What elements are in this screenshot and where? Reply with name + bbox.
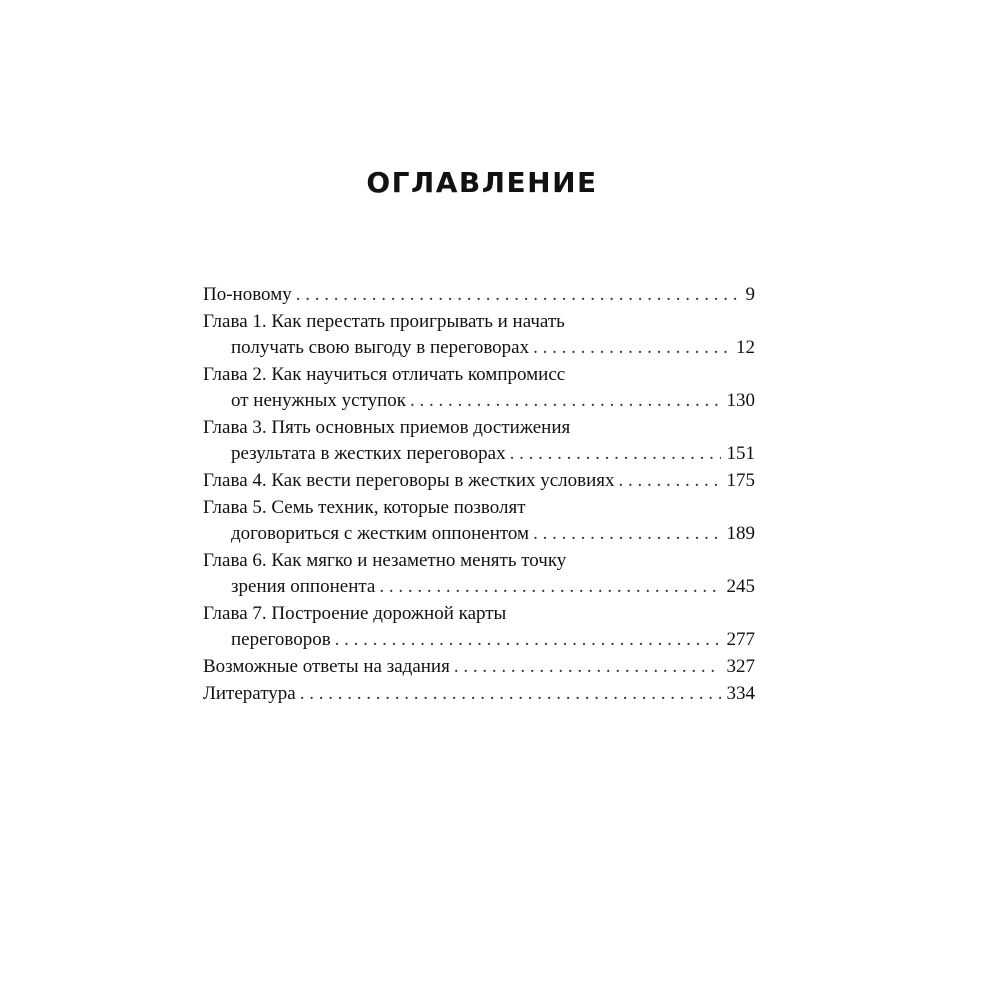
toc-page-number: 9: [745, 284, 755, 305]
toc-entry-chapter-1[interactable]: [203, 309, 755, 361]
dot-leader: [410, 388, 720, 414]
toc-entry-chapter-3[interactable]: [203, 415, 755, 467]
toc-entry-chapter-6[interactable]: [203, 548, 755, 600]
toc-page-number: 12: [736, 337, 755, 358]
dot-leader: [533, 335, 730, 361]
toc-page-number: 130: [726, 390, 755, 411]
toc-entry-title-line: Глава 6. Как мягко и незаметно менять точку: [203, 550, 567, 571]
dot-leader: [533, 521, 720, 547]
toc-entry-title: Литература: [203, 683, 296, 704]
toc-entry-title-continuation: зрения оппонента: [231, 576, 376, 597]
table-of-contents: [203, 282, 755, 708]
toc-page-number: 151: [726, 443, 755, 464]
dot-leader: [510, 441, 721, 467]
toc-entry-title-continuation: результата в жестких переговорах: [231, 443, 506, 464]
toc-entry-title: Глава 4. Как вести переговоры в жестких условиях: [203, 470, 615, 491]
toc-entry-title: По-новому: [203, 284, 292, 305]
toc-page-number: 245: [726, 576, 755, 597]
toc-page-number: 334: [726, 683, 755, 704]
toc-entry-title-continuation: от ненужных уступок: [231, 390, 407, 411]
toc-entry-literature[interactable]: [203, 681, 755, 707]
toc-entry-chapter-2[interactable]: [203, 362, 755, 414]
toc-entry-title-continuation: получать свою выгоду в переговорах: [231, 337, 530, 358]
toc-entry-chapter-4[interactable]: [203, 468, 755, 494]
toc-entry-intro[interactable]: [203, 282, 755, 308]
toc-entry-title-continuation: договориться с жестким оппонентом: [231, 523, 530, 544]
toc-entry-title-line: Глава 5. Семь техник, которые позволят: [203, 497, 526, 518]
dot-leader: [300, 681, 721, 707]
toc-page-number: 175: [726, 470, 755, 491]
toc-entry-chapter-7[interactable]: [203, 601, 755, 653]
page-title: ОГЛАВЛЕНИЕ: [366, 166, 598, 199]
toc-entry-chapter-5[interactable]: [203, 495, 755, 547]
dot-leader: [335, 627, 721, 653]
toc-page-number: 189: [726, 523, 755, 544]
toc-entry-title-line: Глава 1. Как перестать проигрывать и начать: [203, 311, 565, 332]
toc-entry-title-continuation: переговоров: [231, 629, 331, 650]
dot-leader: [619, 468, 721, 494]
toc-page-number: 277: [726, 629, 755, 650]
dot-leader: [379, 574, 720, 600]
dot-leader: [296, 282, 740, 308]
toc-entry-title-line: Глава 2. Как научиться отличать компромисс: [203, 364, 566, 385]
dot-leader: [454, 654, 721, 680]
toc-entry-answers[interactable]: [203, 654, 755, 680]
toc-entry-title-line: Глава 7. Построение дорожной карты: [203, 603, 507, 624]
toc-entry-title-line: Глава 3. Пять основных приемов достижения: [203, 417, 571, 438]
toc-page-number: 327: [726, 656, 755, 677]
toc-entry-title: Возможные ответы на задания: [203, 656, 450, 677]
